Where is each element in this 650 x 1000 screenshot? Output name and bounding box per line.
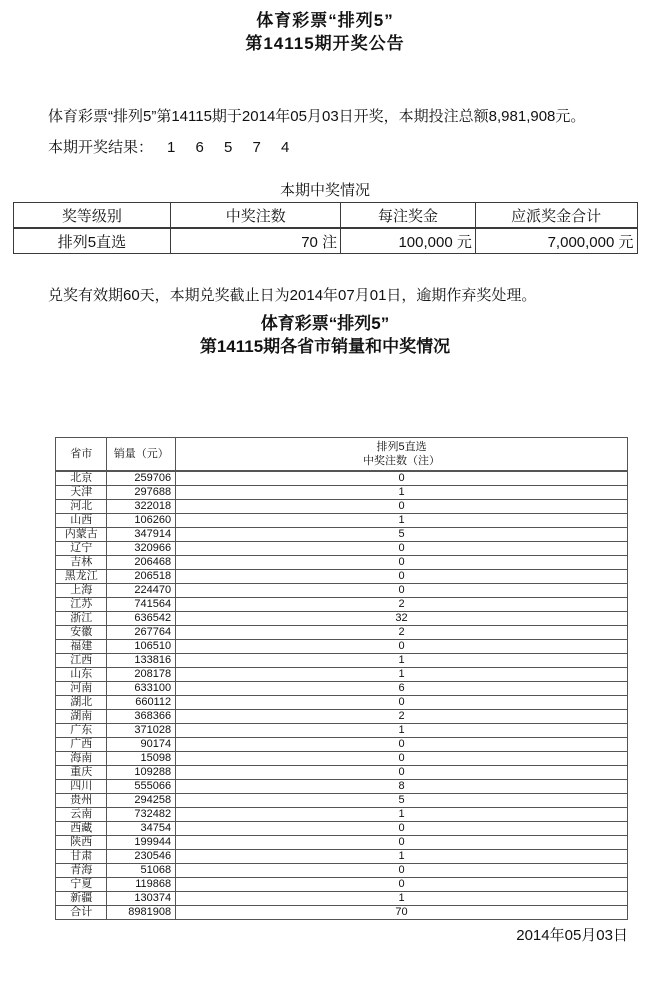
province-row: [56, 808, 628, 822]
province-cell: 青海: [56, 864, 107, 878]
sales-cell: 371028: [107, 724, 176, 738]
province-row: [56, 682, 628, 696]
province-row: [56, 471, 628, 486]
wins-cell: 0: [176, 471, 628, 486]
province-row: [56, 556, 628, 570]
doc-title-line1: 体育彩票“排列5”: [256, 11, 394, 30]
wins-cell: 1: [176, 724, 628, 738]
section2-title-line1: 体育彩票“排列5”: [260, 314, 390, 333]
province-cell: 海南: [56, 752, 107, 766]
sales-cell: 90174: [107, 738, 176, 752]
province-row: [56, 794, 628, 808]
draw-result-numbers: 1 6 5 7 4: [167, 139, 298, 156]
sales-cell: 555066: [107, 780, 176, 794]
prize-per-bet-cell: 100,000 元: [341, 228, 476, 254]
wins-cell: 5: [176, 528, 628, 542]
province-row: [56, 724, 628, 738]
province-row: [56, 584, 628, 598]
wins-cell: 70: [176, 906, 628, 920]
province-row: [56, 752, 628, 766]
province-cell: 陕西: [56, 836, 107, 850]
wins-cell: 32: [176, 612, 628, 626]
sales-cell: 34754: [107, 822, 176, 836]
province-cell: 河南: [56, 682, 107, 696]
province-cell: 辽宁: [56, 542, 107, 556]
sales-cell: 347914: [107, 528, 176, 542]
province-row: [56, 822, 628, 836]
province-row: [56, 500, 628, 514]
draw-result-label: 本期开奖结果：: [48, 139, 154, 156]
prize-table-header-row: [13, 203, 637, 229]
wins-cell: 6: [176, 682, 628, 696]
section2-title-line2: 第14115期各省市销量和中奖情况: [199, 337, 451, 356]
province-cell: 山西: [56, 514, 107, 528]
wins-cell: 0: [176, 752, 628, 766]
sales-cell: 297688: [107, 486, 176, 500]
province-row: [56, 486, 628, 500]
wins-header: [176, 438, 628, 472]
sales-cell: 106260: [107, 514, 176, 528]
province-row: [56, 850, 628, 864]
sales-cell: 259706: [107, 471, 176, 486]
sales-cell: 732482: [107, 808, 176, 822]
province-cell: 黑龙江: [56, 570, 107, 584]
province-row: [56, 710, 628, 724]
sales-cell: 106510: [107, 640, 176, 654]
draw-result-line: [18, 132, 632, 163]
sales-cell: 206518: [107, 570, 176, 584]
province-cell: 甘肃: [56, 850, 107, 864]
wins-cell: 2: [176, 598, 628, 612]
province-row: [56, 570, 628, 584]
province-table: [55, 437, 628, 920]
sales-cell: 320966: [107, 542, 176, 556]
province-row: [56, 612, 628, 626]
province-cell: 四川: [56, 780, 107, 794]
province-row: [56, 892, 628, 906]
doc-title-line2: 第14115期开奖公告: [245, 34, 405, 53]
sales-cell: 208178: [107, 668, 176, 682]
wins-cell: 1: [176, 514, 628, 528]
wins-cell: 0: [176, 696, 628, 710]
wins-cell: 1: [176, 808, 628, 822]
wins-cell: 0: [176, 570, 628, 584]
province-cell: 云南: [56, 808, 107, 822]
prize-header-bets: 中奖注数: [171, 203, 341, 229]
sales-cell: 8981908: [107, 906, 176, 920]
prize-header-per-bet: 每注奖金: [341, 203, 476, 229]
province-table-header-row: [56, 438, 628, 472]
province-row: [56, 640, 628, 654]
wins-cell: 1: [176, 654, 628, 668]
prize-bets-cell: 70 注: [171, 228, 341, 254]
prize-table: [13, 202, 638, 254]
province-cell: 宁夏: [56, 878, 107, 892]
province-cell: 江苏: [56, 598, 107, 612]
province-cell: 天津: [56, 486, 107, 500]
wins-cell: 8: [176, 780, 628, 794]
province-row: [56, 738, 628, 752]
province-cell: 福建: [56, 640, 107, 654]
province-cell: 内蒙古: [56, 528, 107, 542]
wins-cell: 2: [176, 710, 628, 724]
province-cell: 重庆: [56, 766, 107, 780]
wins-cell: 1: [176, 668, 628, 682]
sales-cell: 267764: [107, 626, 176, 640]
wins-cell: 1: [176, 486, 628, 500]
prize-header-grade: 奖等级别: [13, 203, 171, 229]
province-cell: 西藏: [56, 822, 107, 836]
sales-cell: 322018: [107, 500, 176, 514]
province-cell: 安徽: [56, 626, 107, 640]
sales-cell: 133816: [107, 654, 176, 668]
province-cell: 江西: [56, 654, 107, 668]
intro-paragraph: 体育彩票“排列5”第14115期于2014年05月03日开奖，本期投注总额8,981,908元。: [48, 108, 586, 125]
sales-cell: 230546: [107, 850, 176, 864]
province-cell: 贵州: [56, 794, 107, 808]
wins-cell: 0: [176, 738, 628, 752]
sales-cell: 741564: [107, 598, 176, 612]
wins-cell: 0: [176, 542, 628, 556]
wins-cell: 0: [176, 836, 628, 850]
province-row: [56, 598, 628, 612]
sales-cell: 294258: [107, 794, 176, 808]
province-row: [56, 780, 628, 794]
province-header: 省市: [56, 438, 107, 472]
section2-title: [0, 312, 650, 358]
province-row: [56, 626, 628, 640]
province-cell: 山东: [56, 668, 107, 682]
report-date: 2014年05月03日: [516, 927, 628, 944]
prize-table-row: [13, 228, 637, 254]
prize-header-total: 应派奖金合计: [475, 203, 637, 229]
redeem-note: 兑奖有效期60天，本期兑奖截止日为2014年07月01日，逾期作弃奖处理。: [48, 287, 537, 304]
sales-cell: 199944: [107, 836, 176, 850]
sales-cell: 119868: [107, 878, 176, 892]
province-row: [56, 906, 628, 920]
province-cell: 上海: [56, 584, 107, 598]
wins-cell: 0: [176, 556, 628, 570]
sales-cell: 660112: [107, 696, 176, 710]
wins-cell: 0: [176, 864, 628, 878]
wins-cell: 0: [176, 822, 628, 836]
sales-cell: 51068: [107, 864, 176, 878]
province-cell: 北京: [56, 471, 107, 486]
wins-header-line2: 中奖注数（注）: [363, 455, 441, 467]
province-cell: 湖北: [56, 696, 107, 710]
sales-cell: 636542: [107, 612, 176, 626]
province-row: [56, 878, 628, 892]
province-cell: 广西: [56, 738, 107, 752]
sales-cell: 15098: [107, 752, 176, 766]
province-cell: 广东: [56, 724, 107, 738]
province-row: [56, 528, 628, 542]
province-row: [56, 836, 628, 850]
sales-cell: 206468: [107, 556, 176, 570]
province-cell: 合计: [56, 906, 107, 920]
wins-cell: 0: [176, 766, 628, 780]
province-row: [56, 864, 628, 878]
province-row: [56, 696, 628, 710]
province-cell: 吉林: [56, 556, 107, 570]
sales-header: 销量（元）: [107, 438, 176, 472]
sales-cell: 633100: [107, 682, 176, 696]
wins-cell: 5: [176, 794, 628, 808]
province-table-body: [56, 471, 628, 920]
province-row: [56, 668, 628, 682]
prize-total-cell: 7,000,000 元: [475, 228, 637, 254]
province-cell: 河北: [56, 500, 107, 514]
province-row: [56, 654, 628, 668]
wins-cell: 0: [176, 584, 628, 598]
province-row: [56, 514, 628, 528]
wins-cell: 1: [176, 892, 628, 906]
province-row: [56, 766, 628, 780]
wins-cell: 2: [176, 626, 628, 640]
province-row: [56, 542, 628, 556]
wins-cell: 0: [176, 500, 628, 514]
wins-cell: 1: [176, 850, 628, 864]
wins-header-line1: 排列5直选: [376, 441, 427, 453]
wins-cell: 0: [176, 878, 628, 892]
province-cell: 新疆: [56, 892, 107, 906]
prize-grade-cell: 排列5直选: [13, 228, 171, 254]
province-cell: 湖南: [56, 710, 107, 724]
sales-cell: 224470: [107, 584, 176, 598]
wins-cell: 0: [176, 640, 628, 654]
doc-title: [0, 0, 650, 55]
sales-cell: 368366: [107, 710, 176, 724]
sales-cell: 130374: [107, 892, 176, 906]
sales-cell: 109288: [107, 766, 176, 780]
prize-table-caption: 本期中奖情况: [279, 182, 370, 199]
province-cell: 浙江: [56, 612, 107, 626]
